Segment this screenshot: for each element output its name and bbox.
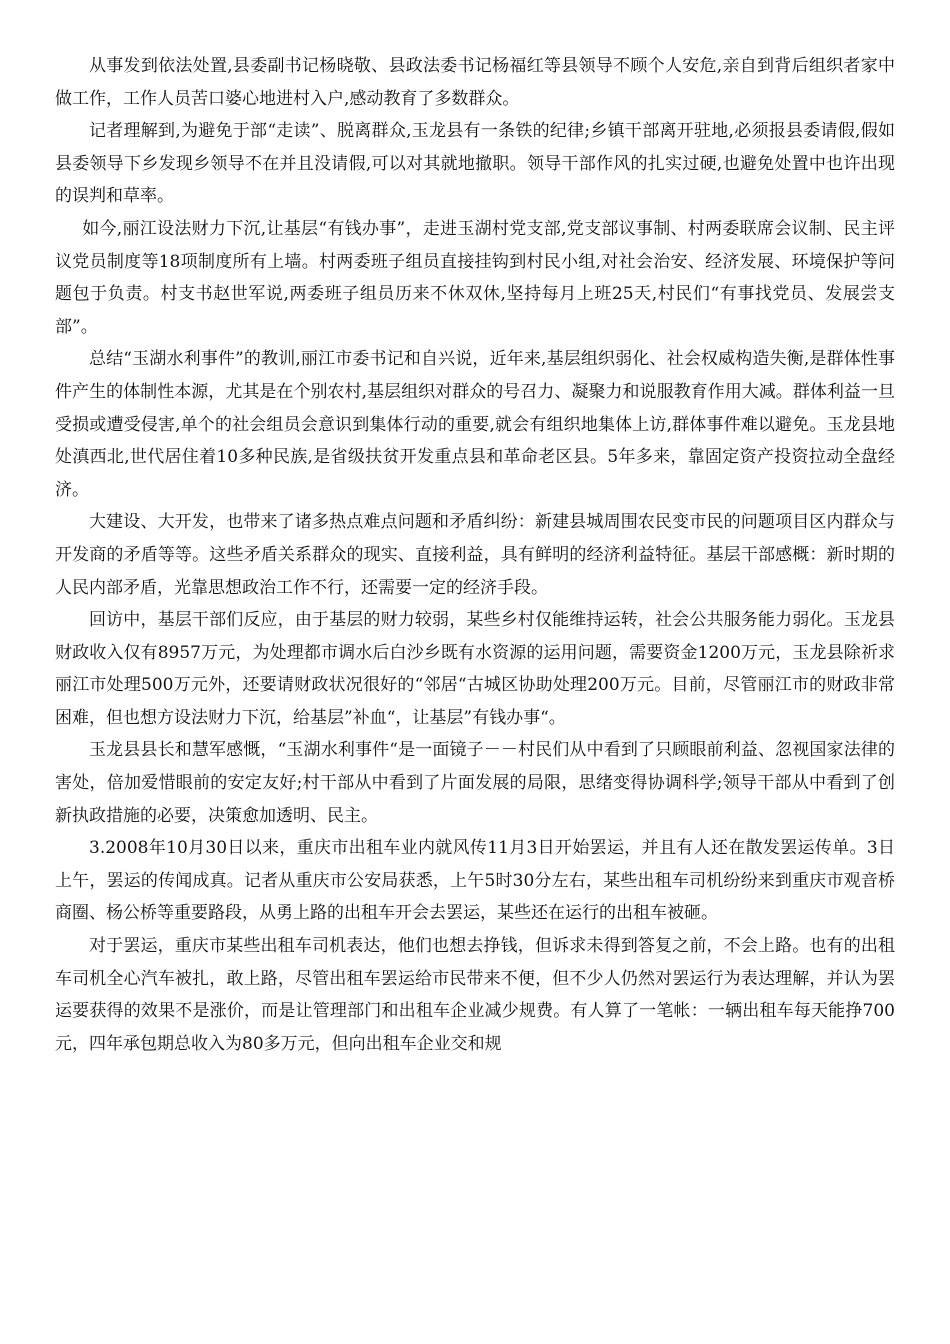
paragraph-5: 大建设、大开发，也带来了诸多热点难点问题和矛盾纠纷：新建县城周围农民变市民的问题项目区内群众与开发商的矛盾等等。这些矛盾关系群众的现实、直接利益，具有鲜明的经济利益特征。基层干部感概：新时期的人民内部矛盾，光靠思想政治工作不行，还需要一定的经济手段。 bbox=[55, 512, 895, 598]
paragraph-1: 从事发到依法处置,县委副书记杨晓敬、县政法委书记杨福红等县领导不顾个人安危,亲自到背后组织者家中做工作，工作人员苦口婆心地进村入户,感动教育了多数群众。 bbox=[55, 56, 895, 109]
paragraph-9: 对于罢运，重庆市某些出租车司机表达，他们也想去挣钱，但诉求未得到答复之前，不会上路。也有的出租车司机全心汽车被扎，敢上路，尽管出租车罢运给市民带来不便，但不少人仍然对罢运行为表达理解，并认为罢运要获得的效果不是涨价，而是让管理部门和出租车企业减少规费。有人算了一笔帐：一辆出租车每天能挣700元，四年承包期总收入为80多万元，但向出租车企业交和规 bbox=[55, 936, 895, 1054]
paragraph-3: 如今,丽江设法财力下沉,让基层“有钱办事”，走进玉湖村党支部,党支部议事制、村两委联席会议制、民主评议党员制度等18项制度所有上墙。村两委班子组员直接挂钩到村民小组,对社会治安、经济发展、环境保护等问题包于负责。村支书赵世军说,两委班子组员历来不休双休,坚持每月上班25天,村民们“有事找党员、发展尝支部”。 bbox=[55, 218, 895, 337]
paragraph-2: 记者理解到,为避免于部“走读”、脱离群众,玉龙县有一条铁的纪律;乡镇干部离开驻地,必须报县委请假,假如县委领导下乡发现乡领导不在并且没请假,可以对其就地撤职。领导干部作风的扎实过硬,也避免处置中也许出现的误判和草率。 bbox=[55, 121, 895, 207]
paragraph-8: 3.2008年10月30日以来，重庆市出租车业内就风传11月3日开始罢运，并且有人还在散发罢运传单。3日上午，罢运的传闻成真。记者从重庆市公安局获悉，上午5时30分左右，某些出租车司机纷纷来到重庆市观音桥商圈、杨公桥等重要路段，从勇上路的出租车开会去罢运，某些还在运行的出租车被砸。 bbox=[55, 838, 895, 924]
paragraph-7: 玉龙县县长和慧军感慨，“玉湖水利事件“是一面镜子－－村民们从中看到了只顾眼前利益、忽视国家法律的害处，倍加爱惜眼前的安定友好;村干部从中看到了片面发展的局限，思绪变得协调科学;领导干部从中看到了创新执政措施的必要，决策愈加透明、民主。 bbox=[55, 740, 895, 826]
document-page bbox=[55, 50, 895, 1060]
paragraph-6: 回访中，基层干部们反应，由于基层的财力较弱，某些乡村仅能维持运转，社会公共服务能力弱化。玉龙县财政收入仅有8957万元，为处理都市调水后白沙乡既有水资源的运用问题，需要资金1200万元，玉龙县除祈求丽江市处理500万元外，还要请财政状况很好的“邻居“古城区协助处理200万元。目前，尽管丽江市的财政非常困难，但也想方设法财力下沉，给基层”补血“，让基层”有钱办事“。 bbox=[55, 610, 895, 728]
paragraph-4: 总结“玉湖水利事件”的教训,丽江市委书记和自兴说，近年来,基层组织弱化、社会权威构造失衡,是群体性事件产生的体制性本源，尤其是在个别农村,基层组织对群众的号召力、凝聚力和说服教育作用大减。群体利益一旦受损或遭受侵害,单个的社会组员会意识到集体行动的重要,就会有组织地集体上访,群体事件难以避免。玉龙县地处滇西北,世代居住着10多种民族,是省级扶贫开发重点县和革命老区县。5年多来，靠固定资产投资拉动全盘经济。 bbox=[55, 349, 895, 500]
